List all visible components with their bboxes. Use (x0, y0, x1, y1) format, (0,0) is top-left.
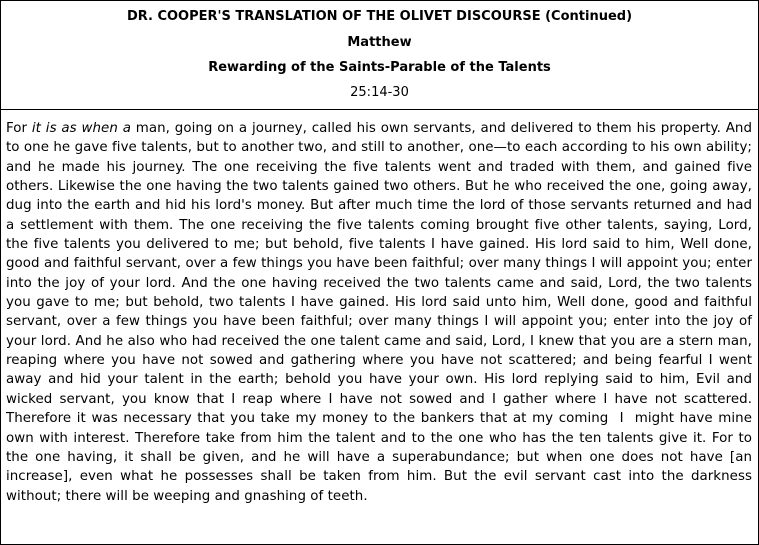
header-cell (1, 1, 758, 110)
document-title: DR. COOPER'S TRANSLATION OF THE OLIVET DISCOURSE (Continued) (126, 9, 633, 24)
section-subtitle: Rewarding of the Saints-Parable of the Talents (208, 60, 551, 75)
passage-text (1, 110, 758, 506)
passage-italic-phrase: it is as when a (31, 121, 131, 136)
passage-part-1: For (6, 121, 32, 136)
passage-part-2: man, going on a journey, called his own servants, and delivered to them his property. And to one he gave five talents, but to another two, and still to another, one—to each according to his own ability; and he made his journey. The one receiving the five talents went and traded with them, and gained five others. Likewise the one having the two talents gained two others. But he who received the one, going away, dug into the earth and hid his lord's money. But after much time the lord of those servants returned and had a settlement with them. The one receiving the five talents coming brought five other talents, saying, Lord, the five talents you delivered to me; but behold, five talents I have gained. His lord said to him, Well done, good and faithful servant, over a few things you have been faithful; over many things I will appoint you; enter into the joy of your lord. And the one having received the two talents came and said, Lord, the two talents you gave to me; but behold, two talents I have gained. His lord said unto him, Well done, good and faithful servant, over a few things you have been faithful; over many things I will appoint you; enter into the joy of your lord. And he also who had received the one talent came and said, Lord, I knew that you are a stern man, reaping where you have not sowed and gathering where you have not scattered; and being fearful I went away and hid your talent in the earth; behold you have your own. His lord replying said to him, Evil and wicked servant, you know that I reap where I have not sowed and I gather where I have not scattered. Therefore it was necessary that you take my money to the bankers that at my coming I might have mine own with interest. Therefore take from him the talent and to the one who has the ten talents give it. For to the one having, it shall be given, and he will have a superabundance; but when one does not have [an increase], even what he possesses shall be taken from him. But the evil servant cast into the darkness without; there will be weeping and gnashing of teeth. (6, 121, 752, 504)
book-name: Matthew (347, 35, 412, 50)
verse-reference: 25:14-30 (350, 85, 409, 100)
